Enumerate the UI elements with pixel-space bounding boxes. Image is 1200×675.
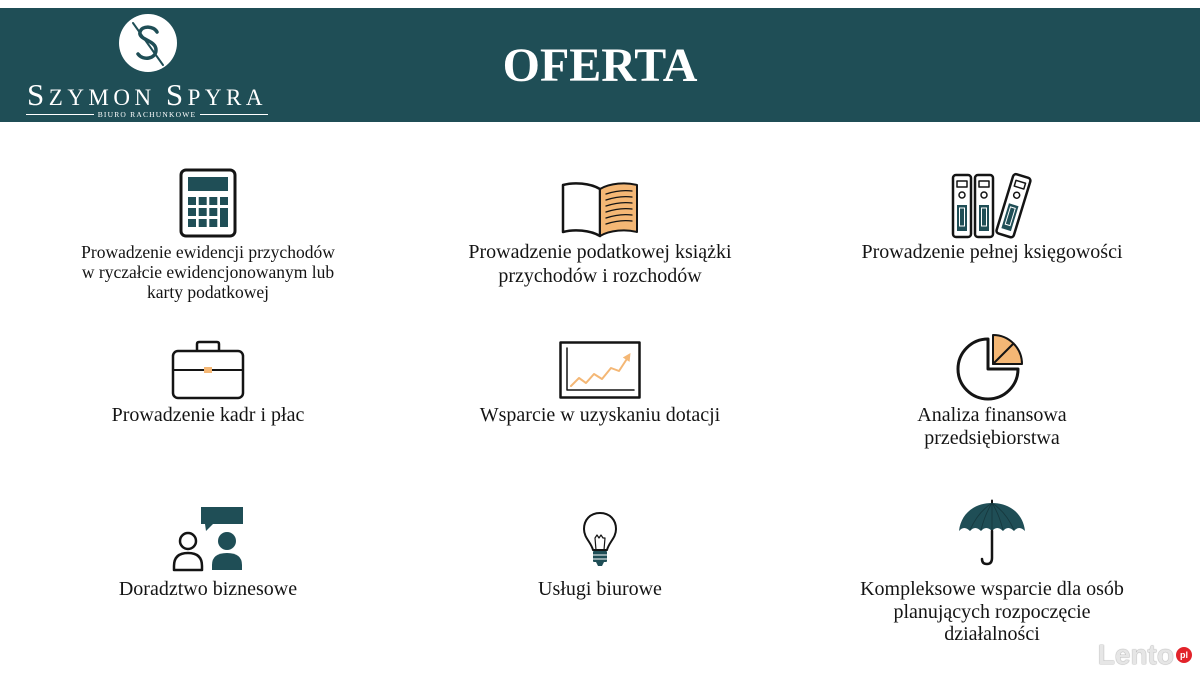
offer-label: Usługi biurowe: [538, 578, 662, 600]
offer-label: Prowadzenie podatkowej książki przychodów i rozchodów: [468, 241, 732, 287]
brand-first-word: SZYMON: [27, 77, 156, 112]
offer-label: Analiza finansowa przedsiębiorstwa: [917, 404, 1067, 449]
offer-lump-sum-records: [28, 160, 388, 310]
growth-chart-icon: [559, 341, 641, 399]
brand-tagline: [26, 110, 268, 119]
offer-label: Kompleksowe wsparcie dla osób planujących rozpoczęcie działalności: [860, 578, 1124, 645]
offer-label: Prowadzenie pełnej księgowości: [861, 241, 1123, 263]
offer-grant-support: [420, 325, 780, 475]
offer-tax-ledger: [420, 160, 780, 310]
tagline-text: BIURO RACHUNKOWE: [97, 110, 197, 119]
brand-second-word: SPYRA: [165, 77, 267, 112]
consultation-icon: [171, 506, 245, 572]
offer-startup-support: [812, 495, 1172, 645]
watermark-text: Lento: [1097, 639, 1174, 670]
watermark: [1098, 641, 1192, 669]
umbrella-icon: [958, 500, 1026, 566]
calculator-icon: [179, 168, 237, 238]
offer-label: Doradztwo biznesowe: [118, 578, 298, 600]
binders-icon: [951, 173, 1033, 239]
offer-financial-analysis: [812, 325, 1172, 475]
offer-label: Wsparcie w uzyskaniu dotacji: [479, 404, 721, 426]
light-bulb-icon: [582, 511, 618, 569]
offer-business-consulting: [28, 495, 388, 645]
tagline-rule-right: [200, 114, 268, 115]
offer-full-accounting: [812, 160, 1172, 310]
header-band: [0, 8, 1200, 122]
briefcase-icon: [171, 340, 245, 400]
offer-label: Prowadzenie ewidencji przychodów w ryczałcie ewidencjonowanym lub karty podatkowej: [81, 242, 335, 302]
offer-hr-payroll: [28, 325, 388, 475]
tagline-rule-left: [26, 114, 94, 115]
watermark-badge: pl: [1176, 647, 1192, 663]
pie-chart-icon: [958, 333, 1026, 399]
offer-label: Prowadzenie kadr i płac: [111, 404, 305, 426]
open-book-icon: [560, 180, 640, 238]
page-title: OFERTA: [502, 39, 698, 92]
offer-office-services: [420, 495, 780, 645]
